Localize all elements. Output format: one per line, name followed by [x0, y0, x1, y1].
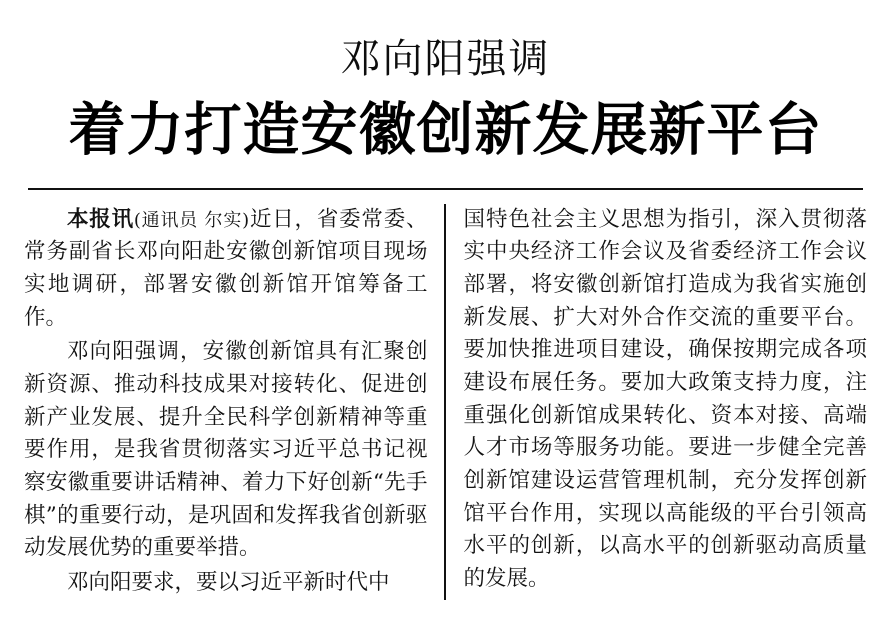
article-kicker: 邓向阳强调: [340, 36, 551, 82]
paragraph-left-1-text: 近日，省委常委、常务副省长邓向阳赴安徽创新馆项目现场实地调研，部署安徽创新馆开馆筹备工作。: [24, 206, 428, 330]
article-title: 着力打造安徽创新发展新平台: [68, 97, 823, 163]
column-left: [24, 204, 446, 600]
byline: (通讯员 尔实): [133, 209, 250, 231]
headline-block: [18, 0, 873, 162]
paragraph-right-1: 国特色社会主义思想为指引，深入贯彻落实中央经济工作会议及省委经济工作会议部署，将安徽创新馆打造成为我省实施创新发展、扩大对外合作交流的重要平台。要加快推进项目建设，确保按期完成各项建设布展任务。要加大政策支持力度，注重强化创新馆成果转化、资本对接、高端人才市场等服务功能。要进一步健全完善创新馆建设运营管理机制，充分发挥创新馆平台作用，实现以高能级的平台引领高水平的创新，以高水平的创新驱动高质量的发展。: [463, 206, 867, 591]
dateline-lead: 本报讯: [67, 206, 134, 232]
paragraph-lead: [24, 204, 428, 335]
header-divider: [28, 188, 863, 190]
column-right: [446, 204, 868, 600]
paragraph-left-2: 邓向阳强调，安徽创新馆具有汇聚创新资源、推动科技成果对接转化、促进创新产业发展、提升全民科学创新精神等重要作用，是我省贯彻落实习近平总书记视察安徽重要讲话精神、着力下好创新“先手棋”的重要行动，是巩固和发挥我省创新驱动发展优势的重要举措。: [24, 339, 428, 561]
article-columns: [18, 204, 873, 600]
paragraph-left-3: 邓向阳要求，要以习近平新时代中: [67, 569, 390, 595]
